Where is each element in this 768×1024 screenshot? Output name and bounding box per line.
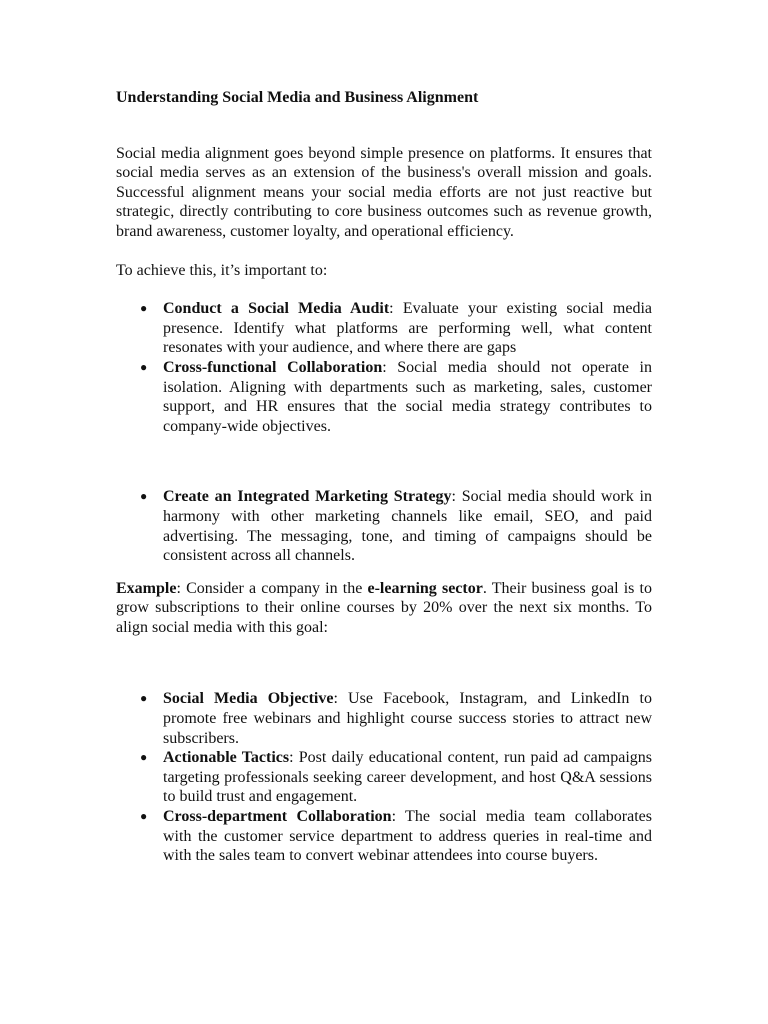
list-item-text: : Use Facebook, Instagram, and LinkedIn to promote free webinars and highlight course success stories to attract new subscribers. (163, 690, 653, 747)
list-item (116, 689, 652, 748)
bullet-icon: ● (140, 489, 148, 504)
document-page (116, 88, 652, 866)
strategy-list (116, 487, 652, 565)
example-label: Example (116, 579, 177, 597)
list-item (116, 748, 652, 807)
bullet-icon: ● (140, 301, 148, 316)
list-item-term: Social Media Objective (163, 690, 334, 708)
example-paragraph (116, 579, 652, 638)
bullet-icon: ● (140, 359, 148, 374)
example-points-list (116, 689, 652, 865)
bullet-icon: ● (140, 750, 148, 765)
steps-list (116, 299, 652, 436)
list-item-term: Actionable Tactics (163, 749, 290, 767)
example-sector: e-learning sector (367, 579, 483, 597)
list-item-text: : The social media team collaborates with the customer service department to address queries in real-time and with the sales team to convert webinar attendees into course buyers. (163, 808, 653, 865)
list-item-term: Cross-department Collaboration (163, 808, 392, 826)
example-text-1: : Consider a company in the (176, 579, 368, 597)
example-text-2: . Their business goal is to grow subscriptions to their online courses by 20% over the next six months. To align social media with this goal: (116, 579, 652, 636)
list-item-term: Create an Integrated Marketing Strategy (163, 488, 452, 506)
list-item (116, 299, 652, 358)
list-item-term: Conduct a Social Media Audit (163, 300, 390, 318)
list-item-text: : Social media should not operate in isolation. Aligning with departments such as marketing, sales, customer support, and HR ensures that the social media strategy contributes to company-wide objectives. (163, 358, 653, 435)
list-item-text: : Post daily educational content, run paid ad campaigns targeting professionals seeking career development, and host Q&A sessions to build trust and engagement. (163, 749, 653, 806)
list-item (116, 807, 652, 866)
list-item-text: : Evaluate your existing social media presence. Identify what platforms are performing well, what content resonates with your audience, and where there are gaps (163, 300, 652, 357)
list-item (116, 487, 652, 565)
bullet-icon: ● (140, 691, 148, 706)
list-item-term: Cross-functional Collaboration (163, 358, 383, 376)
document-title: Understanding Social Media and Business Alignment (116, 89, 479, 106)
list-item (116, 358, 652, 436)
list-item-text: : Social media should work in harmony with other marketing channels like email, SEO, and paid advertising. The messaging, tone, and timing of campaigns should be consistent across all channels. (163, 488, 652, 565)
bullet-icon: ● (140, 809, 148, 824)
intro-paragraph: Social media alignment goes beyond simple presence on platforms. It ensures that social media serves as an extension of the business's overall mission and goals. Successful alignment means your social media efforts are not just reactive but strategic, directly contributing to core business outcomes such as revenue growth, brand awareness, customer loyalty, and operational efficiency. (116, 144, 652, 240)
lead-in-paragraph: To achieve this, it’s important to: (116, 261, 328, 279)
